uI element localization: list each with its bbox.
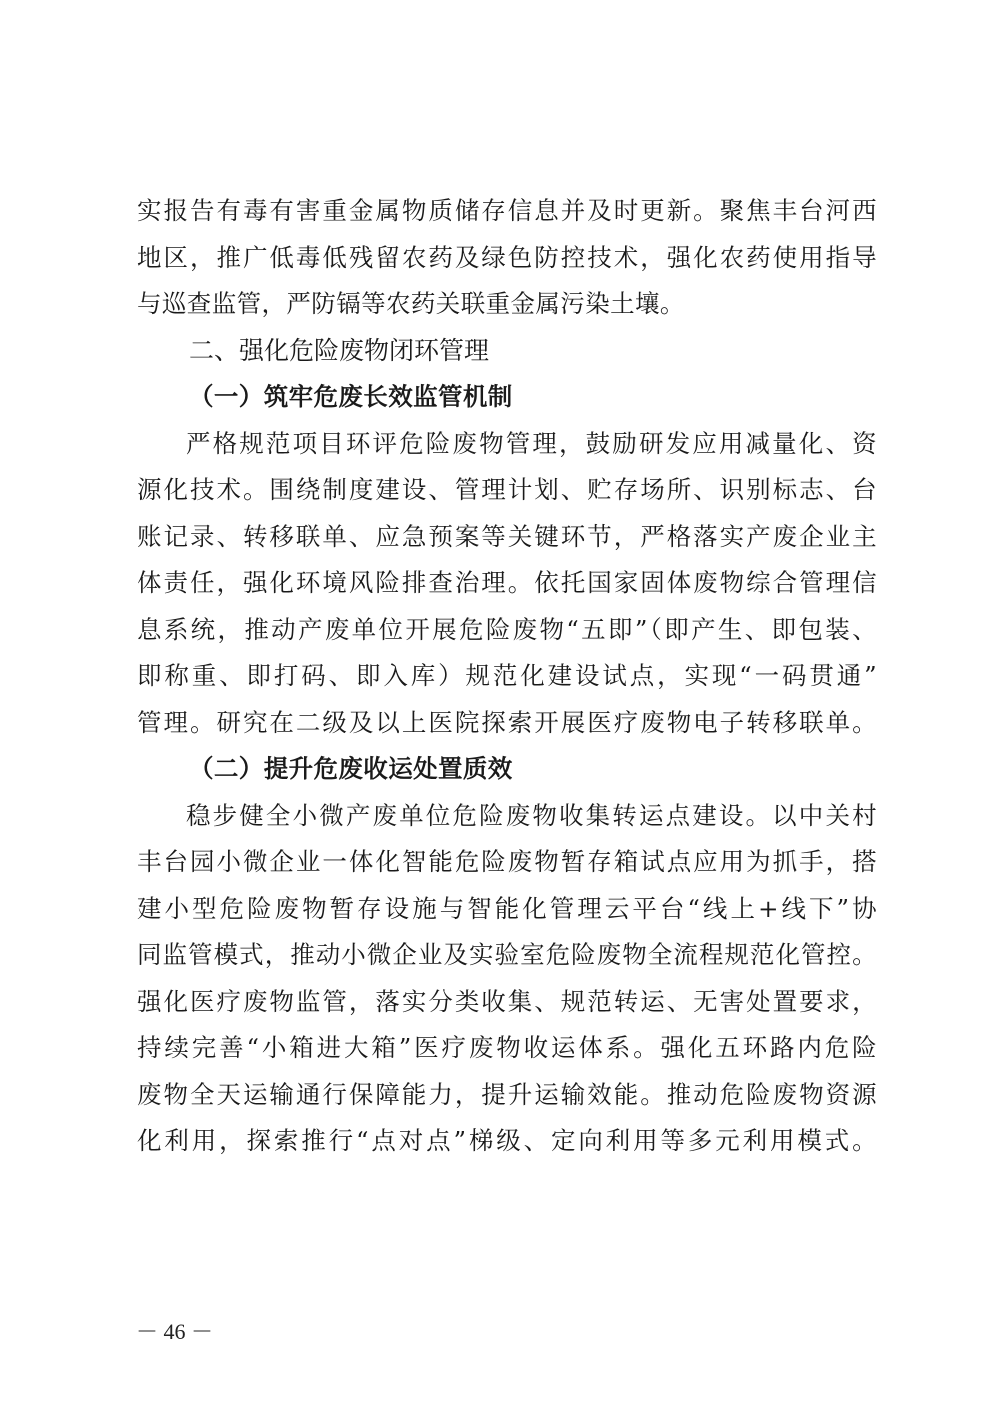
paragraph-line: 管理。研究在二级及以上医院探索开展医疗废物电子转移联单。 (137, 707, 877, 737)
paragraph-line: 实报告有毒有害重金属物质储存信息并及时更新。聚焦丰台河西 (137, 196, 877, 225)
paragraph-line: 地区，推广低毒低残留农药及绿色防控技术，强化农药使用指导 (137, 242, 877, 272)
section-heading: 二、强化危险废物闭环管理 (189, 335, 490, 365)
subsection-2-paragraph (137, 793, 877, 1165)
paragraph-line: 丰台园小微企业一体化智能危险废物暂存箱试点应用为抓手，搭 (137, 847, 877, 876)
paragraph-line: 与巡查监管，严防镉等农药关联重金属污染土壤。 (137, 289, 685, 318)
subsection-1-paragraph (137, 421, 877, 747)
paragraph-line: 账记录、转移联单、应急预案等关键环节，严格落实产废企业主 (137, 521, 877, 551)
paragraph-line: 稳步健全小微产废单位危险废物收集转运点建设。以中关村 (186, 800, 877, 830)
paragraph-line: 同监管模式，推动小微企业及实验室危险废物全流程规范化管控。 (137, 940, 877, 969)
page-number: － 46 － (136, 1319, 214, 1344)
paragraph-line: 强化医疗废物监管，落实分类收集、规范转运、无害处置要求， (137, 986, 877, 1016)
intro-paragraph (137, 188, 877, 328)
subsection-1-heading: （一）筑牢危废长效监管机制 (189, 382, 513, 411)
paragraph-line: 息系统，推动产废单位开展危险废物“五即”（即产生、即包装、 (137, 614, 877, 644)
paragraph-line: 持续完善“小箱进大箱”医疗废物收运体系。强化五环路内危险 (137, 1033, 877, 1062)
paragraph-line: 即称重、即打码、即入库）规范化建设试点，实现“一码贯通” (137, 661, 877, 690)
paragraph-line: 化利用，探索推行“点对点”梯级、定向利用等多元利用模式。 (137, 1126, 877, 1155)
paragraph-line: 严格规范项目环评危险废物管理，鼓励研发应用减量化、资 (186, 428, 877, 458)
paragraph-line: 废物全天运输通行保障能力，提升运输效能。推动危险废物资源 (137, 1079, 877, 1109)
subsection-2-heading: （二）提升危废收运处置质效 (189, 754, 513, 783)
paragraph-line: 建小型危险废物暂存设施与智能化管理云平台“线上+线下”协 (137, 893, 877, 923)
paragraph-line: 源化技术。围绕制度建设、管理计划、贮存场所、识别标志、台 (137, 475, 877, 504)
paragraph-line: 体责任，强化环境风险排查治理。依托国家固体废物综合管理信 (137, 568, 877, 597)
page-body (137, 188, 877, 1165)
